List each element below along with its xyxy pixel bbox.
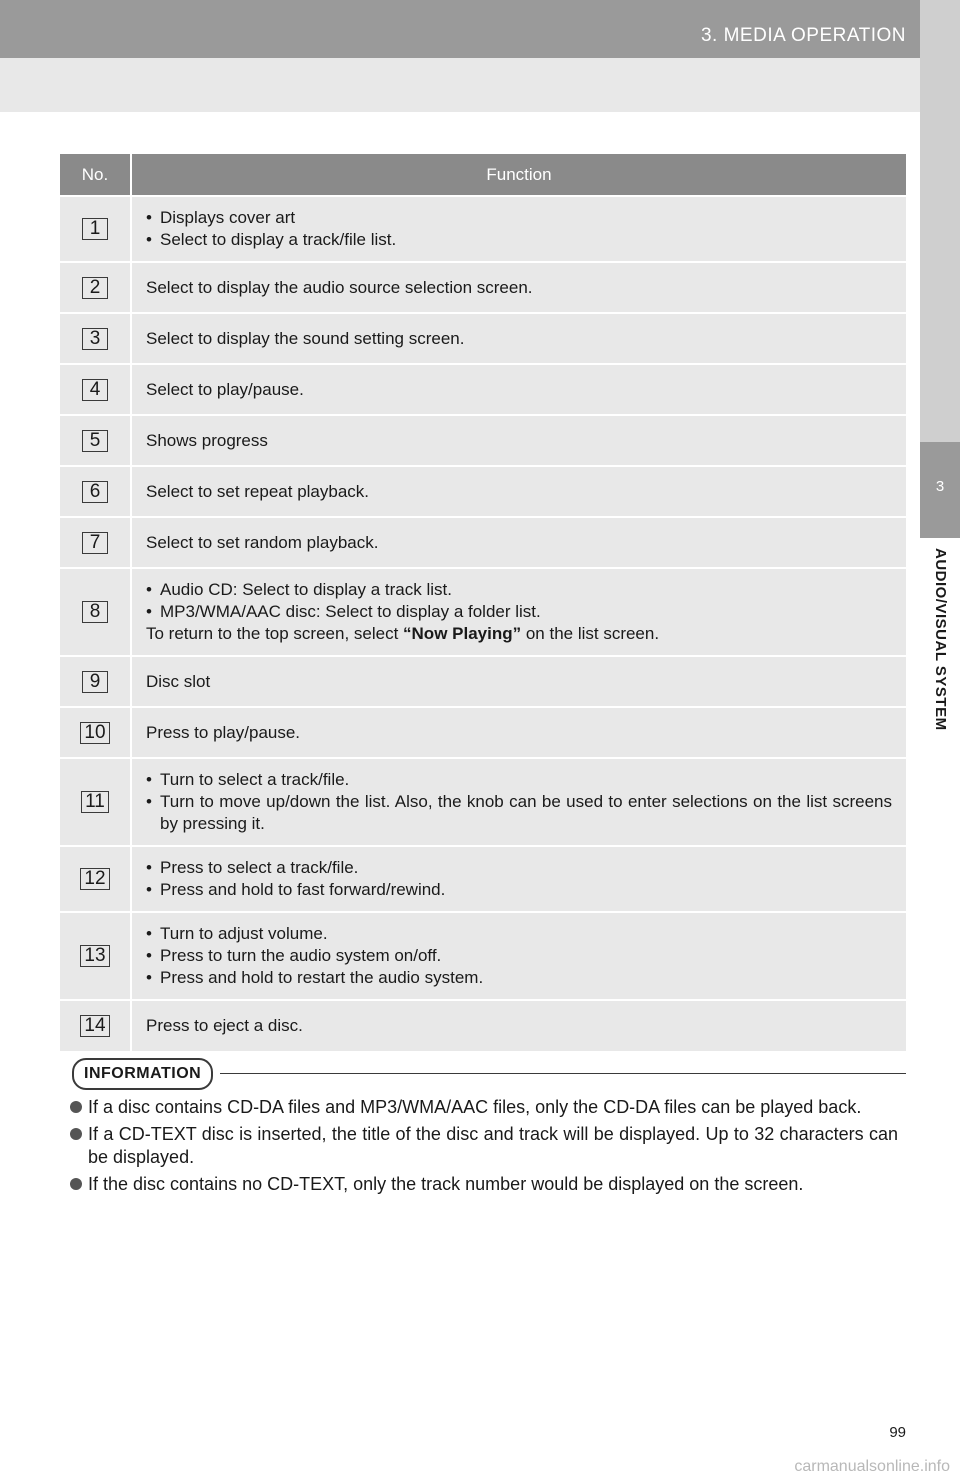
table-row: [60, 912, 906, 1000]
table-row: [60, 196, 906, 262]
table-row: [60, 517, 906, 568]
function-text: Select to display the sound setting screen.: [131, 313, 906, 364]
watermark: carmanualsonline.info: [794, 1458, 950, 1475]
row-number-badge: 9: [82, 671, 108, 693]
table-row: [60, 656, 906, 707]
side-tab-upper: [920, 0, 960, 442]
row-number-badge: 13: [80, 945, 109, 967]
row-number-badge: 11: [81, 791, 109, 813]
table-row: [60, 1000, 906, 1051]
page-number: 99: [889, 1424, 906, 1441]
table-row: [60, 707, 906, 758]
row-number-badge: 10: [80, 722, 109, 744]
table-row: [60, 364, 906, 415]
function-bullet: • Press to select a track/file.: [146, 857, 892, 879]
row-number-badge: 7: [82, 532, 108, 554]
function-bullet: • Select to display a track/file list.: [146, 229, 892, 251]
header-function: Function: [131, 154, 906, 196]
function-bullet: • Press to turn the audio system on/off.: [146, 945, 892, 967]
table-row: [60, 466, 906, 517]
row-number-badge: 12: [80, 868, 109, 890]
row-number-badge: 14: [80, 1015, 109, 1037]
table-header-row: [60, 154, 906, 196]
row-number-badge: 6: [82, 481, 108, 503]
information-list: [70, 1096, 898, 1200]
function-text: Press to play/pause.: [131, 707, 906, 758]
table-row: [60, 313, 906, 364]
header-no: No.: [60, 154, 131, 196]
row-number-badge: 8: [82, 601, 108, 623]
function-text: Select to set random playback.: [131, 517, 906, 568]
information-item: If a disc contains CD-DA files and MP3/WMA/AAC files, only the CD-DA files can be played back.: [70, 1096, 898, 1119]
function-bullet: • Turn to adjust volume.: [146, 923, 892, 945]
function-table: [60, 154, 906, 1051]
information-label: INFORMATION: [72, 1058, 213, 1090]
function-text: Select to set repeat playback.: [131, 466, 906, 517]
table-row: [60, 568, 906, 656]
function-text: Select to play/pause.: [131, 364, 906, 415]
row-number-badge: 5: [82, 430, 108, 452]
function-bullet: • Displays cover art: [146, 207, 892, 229]
chapter-number: 3: [935, 478, 945, 495]
row-number-badge: 3: [82, 328, 108, 350]
table-row: [60, 846, 906, 912]
function-bullet: • Press and hold to fast forward/rewind.: [146, 879, 892, 901]
row-number-badge: 4: [82, 379, 108, 401]
function-text: Select to display the audio source selection screen.: [131, 262, 906, 313]
table-row: [60, 262, 906, 313]
row-number-badge: 2: [82, 277, 108, 299]
header-band: [0, 0, 960, 112]
function-bullet: • Turn to select a track/file.: [146, 769, 892, 791]
function-bullet: • MP3/WMA/AAC disc: Select to display a folder list.: [146, 601, 892, 623]
row-number-badge: 1: [82, 218, 108, 240]
information-divider: [220, 1073, 906, 1074]
function-bullet: • Audio CD: Select to display a track list.: [146, 579, 892, 601]
function-bullet: • Turn to move up/down the list. Also, the knob can be used to enter selections on the list screens by pressing it.: [146, 791, 892, 835]
chapter-label: AUDIO/VISUAL SYSTEM: [932, 548, 949, 731]
function-text: Press to eject a disc.: [131, 1000, 906, 1051]
function-bullet: • Press and hold to restart the audio system.: [146, 967, 892, 989]
table-row: [60, 758, 906, 846]
information-item: If a CD-TEXT disc is inserted, the title of the disc and track will be displayed. Up to 32 characters can be displayed.: [70, 1123, 898, 1169]
function-text: Shows progress: [131, 415, 906, 466]
table-row: [60, 415, 906, 466]
information-item: If the disc contains no CD-TEXT, only the track number would be displayed on the screen.: [70, 1173, 898, 1196]
section-title: 3. MEDIA OPERATION: [700, 25, 906, 46]
now-playing-label: “Now Playing”: [403, 624, 522, 643]
function-text: Disc slot: [131, 656, 906, 707]
function-note: To return to the top screen, select “Now Playing” on the list screen.: [146, 624, 660, 643]
